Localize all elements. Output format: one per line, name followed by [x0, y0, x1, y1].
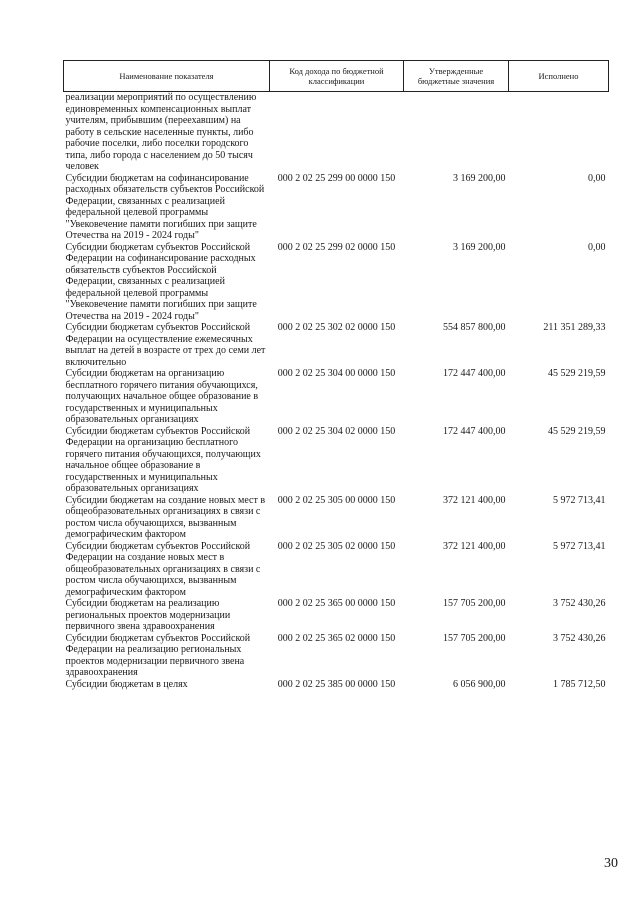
approved-value-cell: 157 705 200,00 [443, 632, 506, 644]
indicator-name-cell: Субсидии бюджетам на софинансирование расходных обязательств субъектов Российской Федерации, связанных с реализацией федеральной целевой программы "Увековечение памяти погибших при защите Отечества на 2019 - 2024 годы" [65, 172, 265, 241]
approved-value-cell: 372 121 400,00 [443, 540, 506, 552]
table-header [64, 61, 609, 92]
indicator-name-cell: Субсидии бюджетам субъектов Российской Федерации на софинансирование расходных обязательств субъектов Российской Федерации, связанных с реализацией федеральной целевой программы "Увековечение памяти погибших при защите Отечества на 2019 - 2024 годы" [65, 241, 257, 322]
table-row [64, 322, 609, 368]
executed-value-cell: 45 529 219,59 [548, 368, 606, 379]
header-indicator-name: Наименование показателя [64, 61, 270, 92]
executed-value-cell [509, 92, 609, 173]
table-row [64, 598, 609, 633]
table-row [64, 173, 609, 242]
executed-value-cell: 5 972 713,41 [553, 540, 606, 552]
indicator-name-cell: Субсидии бюджетам субъектов Российской Федерации на создание новых мест в общеобразовательных организациях в связи с ростом числа обучающихся, вызванным демографическим фактором [65, 540, 261, 598]
income-code-cell: 000 2 02 25 299 02 0000 150 [277, 241, 396, 253]
approved-value-cell: 172 447 400,00 [443, 368, 506, 379]
income-code-cell: 000 2 02 25 299 00 0000 150 [277, 172, 396, 184]
page-number: 30 [604, 856, 618, 871]
indicator-name-cell: Субсидии бюджетам субъектов Российской Федерации на осуществление ежемесячных выплат на детей в возрасте от трех до семи лет включительно [65, 322, 266, 368]
income-code-cell: 000 2 02 25 302 02 0000 150 [277, 322, 396, 333]
indicator-name-cell: Субсидии бюджетам на реализацию региональных проектов модернизации первичного звена здравоохранения [65, 598, 231, 632]
approved-value-cell: 3 169 200,00 [453, 172, 506, 184]
approved-value-cell: 157 705 200,00 [443, 598, 506, 609]
table-body [64, 92, 609, 691]
table-row [64, 242, 609, 323]
executed-value-cell: 3 752 430,26 [553, 598, 606, 609]
table-row [64, 633, 609, 679]
table-row [64, 679, 609, 691]
approved-value-cell: 372 121 400,00 [443, 494, 506, 506]
header-approved-values: Утвержденные бюджетные значения [404, 61, 509, 92]
executed-value-cell: 45 529 219,59 [548, 425, 606, 437]
executed-value-cell: 5 972 713,41 [553, 494, 606, 506]
income-code-cell: 000 2 02 25 365 00 0000 150 [277, 598, 396, 609]
approved-value-cell: 3 169 200,00 [453, 241, 506, 253]
income-code-cell [270, 92, 404, 173]
executed-value-cell: 1 785 712,50 [553, 678, 606, 690]
table-row [64, 92, 609, 173]
indicator-name-cell: Субсидии бюджетам на организацию бесплатного горячего питания обучающихся, получающих начальное общее образование в государственных и муниципальных образовательных организациях [65, 368, 259, 425]
income-code-cell: 000 2 02 25 385 00 0000 150 [277, 678, 396, 690]
indicator-name-cell: Субсидии бюджетам на создание новых мест в общеобразовательных организациях в связи с ростом числа обучающихся, вызванным демографическим фактором [65, 494, 266, 540]
table-row [64, 495, 609, 541]
income-code-cell: 000 2 02 25 304 02 0000 150 [277, 425, 396, 437]
indicator-name-cell: Субсидии бюджетам субъектов Российской Федерации на организацию бесплатного горячего питания обучающихся, получающих начальное общее образование в государственных и муниципальных образовательных организациях [65, 425, 261, 494]
income-code-cell: 000 2 02 25 365 02 0000 150 [277, 632, 396, 644]
income-code-cell: 000 2 02 25 305 02 0000 150 [277, 540, 396, 552]
header-income-code: Код дохода по бюджетной классификации [270, 61, 404, 92]
executed-value-cell: 0,00 [588, 241, 606, 253]
indicator-name-cell: Субсидии бюджетам субъектов Российской Федерации на реализацию региональных проектов модернизации первичного звена здравоохранения [65, 632, 251, 678]
income-code-cell: 000 2 02 25 304 00 0000 150 [277, 368, 396, 379]
approved-value-cell [404, 92, 509, 173]
table-row [64, 426, 609, 495]
executed-value-cell: 0,00 [588, 172, 606, 184]
header-executed: Исполнено [509, 61, 609, 92]
table-row [64, 368, 609, 426]
header-row [64, 61, 609, 92]
income-code-cell: 000 2 02 25 305 00 0000 150 [277, 494, 396, 506]
indicator-name-cell: реализации мероприятий по осуществлению единовременных компенсационных выплат учителям, прибывшим (переехавшим) на работу в сельские населенные пункты, либо рабочие поселки, либо поселки городского типа, либо города с населением до 50 тысяч человек [65, 92, 257, 172]
approved-value-cell: 6 056 900,00 [453, 678, 506, 690]
budget-income-table [63, 60, 609, 690]
table-row [64, 541, 609, 599]
executed-value-cell: 3 752 430,26 [553, 632, 606, 644]
approved-value-cell: 554 857 800,00 [443, 322, 506, 333]
executed-value-cell: 211 351 289,33 [543, 322, 606, 333]
indicator-name-cell: Субсидии бюджетам в целях [65, 678, 188, 690]
approved-value-cell: 172 447 400,00 [443, 425, 506, 437]
